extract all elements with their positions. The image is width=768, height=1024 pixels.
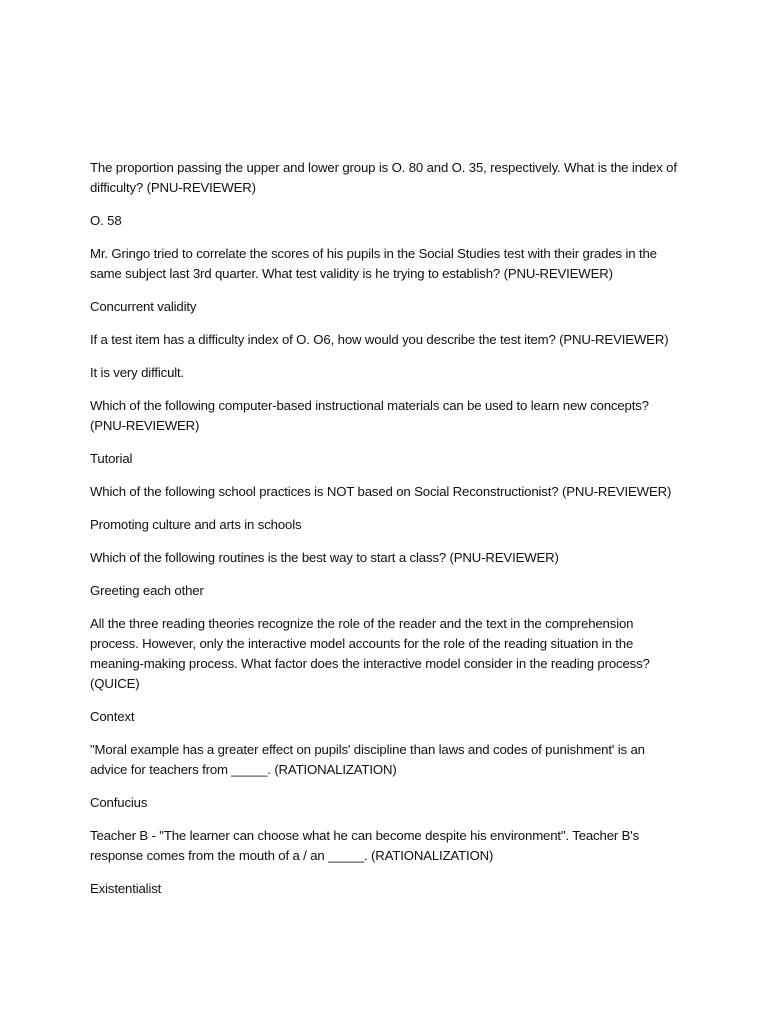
- question-text: Which of the following school practices is NOT based on Social Reconstructionist? (PNU-REVIEWER): [90, 484, 672, 499]
- question-text: "Moral example has a greater effect on pupils' discipline than laws and codes of punishment' is an advice for teachers from _____. (RATIONALIZATION): [90, 742, 645, 777]
- answer-text: O. 58: [90, 213, 122, 228]
- question-text: All the three reading theories recognize the role of the reader and the text in the comprehension process. However, only the interactive model accounts for the role of the reading situation in the meaning-making process. What factor does the interactive model consider in the reading process? (QUICE): [90, 616, 650, 691]
- answer-text: Confucius: [90, 795, 148, 810]
- answer-text: Promoting culture and arts in schools: [90, 517, 302, 532]
- question-text: Which of the following routines is the best way to start a class? (PNU-REVIEWER): [90, 550, 559, 565]
- question-text: Teacher B - "The learner can choose what he can become despite his environment". Teacher B's response comes from the mouth of a / an _____. (RATIONALIZATION): [90, 828, 640, 863]
- answer-text: Existentialist: [90, 881, 162, 896]
- answer-text: It is very difficult.: [90, 365, 185, 380]
- question-text: If a test item has a difficulty index of O. O6, how would you describe the test item? (PNU-REVIEWER): [90, 332, 669, 347]
- document-body: [90, 158, 680, 912]
- question-text: The proportion passing the upper and lower group is O. 80 and O. 35, respectively. What is the index of difficulty? (PNU-REVIEWER): [90, 160, 677, 195]
- answer-text: Concurrent validity: [90, 299, 197, 314]
- question-text: Which of the following computer-based instructional materials can be used to learn new concepts? (PNU-REVIEWER): [90, 398, 649, 433]
- answer-text: Tutorial: [90, 451, 133, 466]
- answer-text: Context: [90, 709, 135, 724]
- question-text: Mr. Gringo tried to correlate the scores of his pupils in the Social Studies test with their grades in the same subject last 3rd quarter. What test validity is he trying to establish? (PNU-REVIEWER): [90, 246, 657, 281]
- answer-text: Greeting each other: [90, 583, 204, 598]
